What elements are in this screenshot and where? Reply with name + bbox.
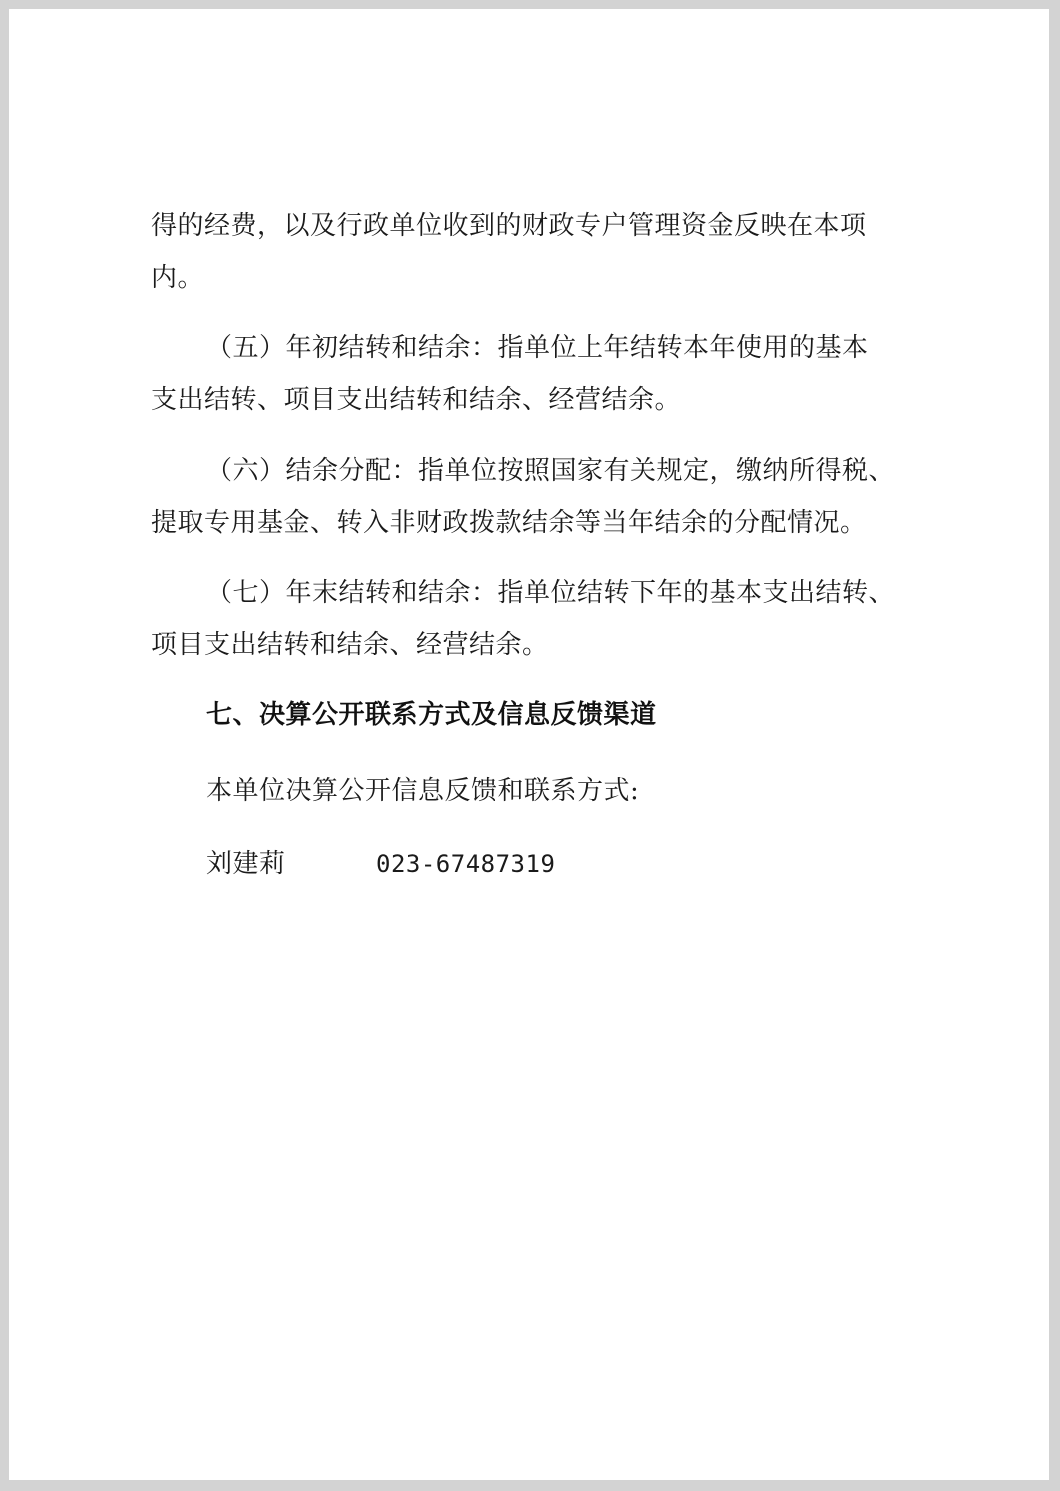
contact-intro: 本单位决算公开信息反馈和联系方式: — [206, 776, 640, 806]
paragraph-line: 得的经费，以及行政单位收到的财政专户管理资金反映在本项 — [151, 211, 867, 241]
paragraph-line: 项目支出结转和结余、经营结余。 — [151, 630, 549, 660]
contact-line — [151, 838, 951, 890]
contact-phone: 023-67487319 — [376, 850, 556, 878]
paragraph-expense-note — [151, 200, 951, 304]
paragraph-line: （七）年末结转和结余：指单位结转下年的基本支出结转、 — [206, 578, 896, 608]
paragraph-line: 内。 — [151, 263, 205, 293]
section-heading-block — [151, 689, 951, 741]
paragraph-closing-balance — [151, 567, 951, 671]
paragraph-line: （五）年初结转和结余：指单位上年结转本年使用的基本 — [206, 333, 869, 363]
paragraph-surplus-distribution — [151, 445, 951, 549]
paragraph-line: 提取专用基金、转入非财政拨款结余等当年结余的分配情况。 — [151, 508, 867, 538]
paragraph-opening-balance — [151, 322, 951, 426]
paragraph-line: （六）结余分配：指单位按照国家有关规定，缴纳所得税、 — [206, 456, 896, 486]
document-page — [9, 9, 1049, 1480]
contact-intro-block — [151, 765, 951, 817]
paragraph-line: 支出结转、项目支出结转和结余、经营结余。 — [151, 385, 682, 415]
contact-name: 刘建莉 — [206, 849, 286, 879]
section-heading: 七、决算公开联系方式及信息反馈渠道 — [206, 700, 657, 730]
